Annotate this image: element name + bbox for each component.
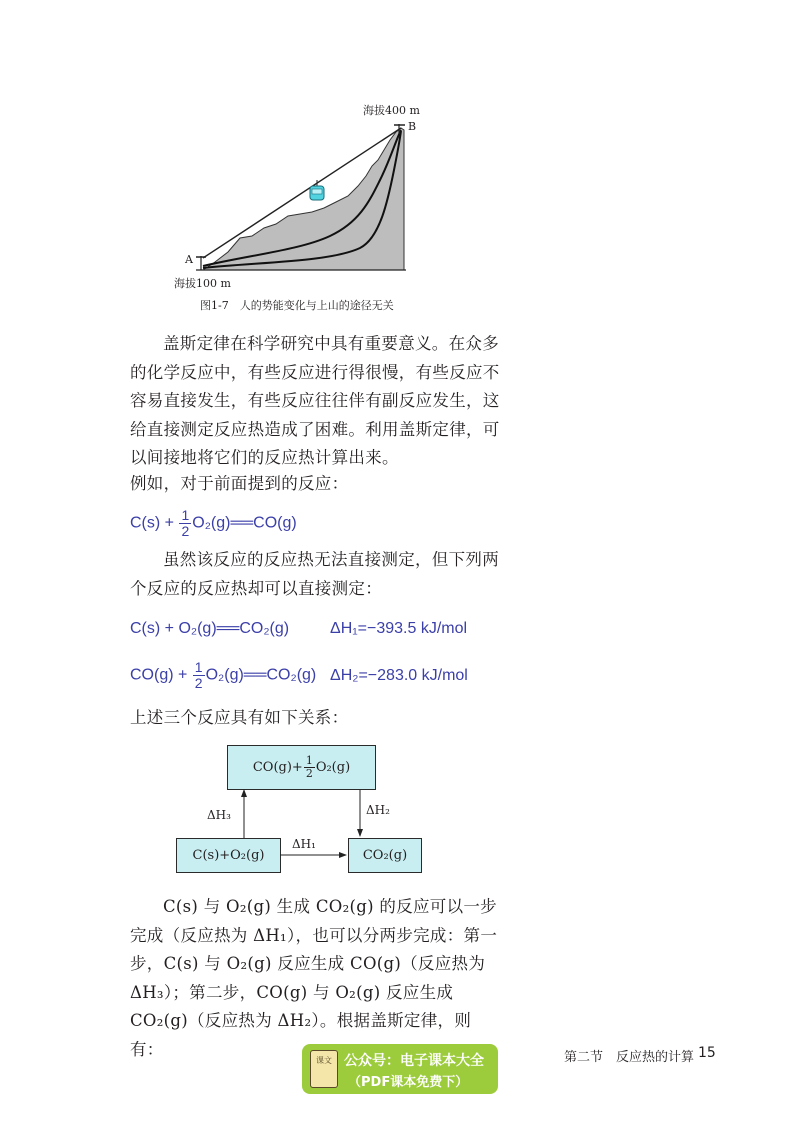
paragraph-relationship: 上述三个反应具有如下关系： — [130, 708, 349, 727]
altitude-top-label: 海拔400 m — [363, 104, 420, 117]
box-co-half-o2: CO(g)+ $\frac{1}{2}$ O₂(g) — [227, 745, 376, 790]
equation-c-to-co: C(s) + $\frac{1}{2}$ O₂(g)══CO(g) — [130, 507, 297, 539]
label-delta-h1: ΔH₁ — [292, 837, 316, 851]
box-co2: CO₂(g) — [348, 838, 422, 873]
altitude-bottom-label: 海拔100 m — [174, 277, 231, 290]
label-delta-h2: ΔH₂ — [366, 803, 390, 817]
point-b-label: B — [408, 120, 417, 133]
fraction-half: $\frac{1}{2}$ — [181, 507, 190, 539]
watermark-banner — [302, 1044, 498, 1094]
equation-co-to-co2: CO(g) + $\frac{1}{2}$ O₂(g)══CO₂(g) — [130, 659, 317, 691]
paragraph-two-step: C(s) 与 O₂(g) 生成 CO₂(g) 的反应可以一步完成（反应热为 ΔH₁），也可以分两步完成：第一步，C(s) 与 O₂(g) 反应生成 CO(g)（反应热为 ΔH₃）；第二步，CO(g) 与 O₂(g) 反应生成 CO₂(g)（反应热为 ΔH₂）。根据盖斯定律，则有： — [130, 897, 498, 1059]
fraction-half: $\frac{1}{2}$ — [194, 659, 203, 691]
point-a-label: A — [185, 253, 193, 266]
page-number: 15 — [698, 1045, 716, 1061]
paragraph-hess-law: 盖斯定律在科学研究中具有重要意义。在众多的化学反应中，有些反应进行得很慢，有些反应不容易直接发生，有些反应往往伴有副反应发生，这给直接测定反应热造成了困难。利用盖斯定律，可以间接地将它们的反应热计算出来。 — [130, 334, 500, 467]
book-icon: 课文 — [310, 1050, 338, 1088]
figure-caption: 图1-7 人的势能变化与上山的途径无关 — [200, 299, 394, 312]
paragraph-direct-measure: 虽然该反应的反应热无法直接测定，但下列两个反应的反应热却可以直接测定： — [130, 550, 499, 598]
watermark-line-1: 公众号：电子课本大全 — [344, 1053, 484, 1069]
watermark-line-2: （PDF课本免费下） — [348, 1075, 469, 1090]
delta-h2-value: ΔH₂=−283.0 kJ/mol — [330, 667, 468, 684]
box-c-o2: C(s)+O₂(g) — [176, 838, 281, 873]
footer-section-title: 第二节 反应热的计算 — [564, 1050, 695, 1065]
fraction-half: $\frac{1}{2}$ — [305, 754, 313, 780]
equation-c-to-co2: C(s) + O₂(g)══CO₂(g) — [130, 620, 290, 637]
paragraph-example: 例如，对于前面提到的反应： — [130, 474, 349, 493]
delta-h1-value: ΔH₁=−393.5 kJ/mol — [330, 620, 468, 637]
label-delta-h3: ΔH₃ — [207, 808, 231, 822]
